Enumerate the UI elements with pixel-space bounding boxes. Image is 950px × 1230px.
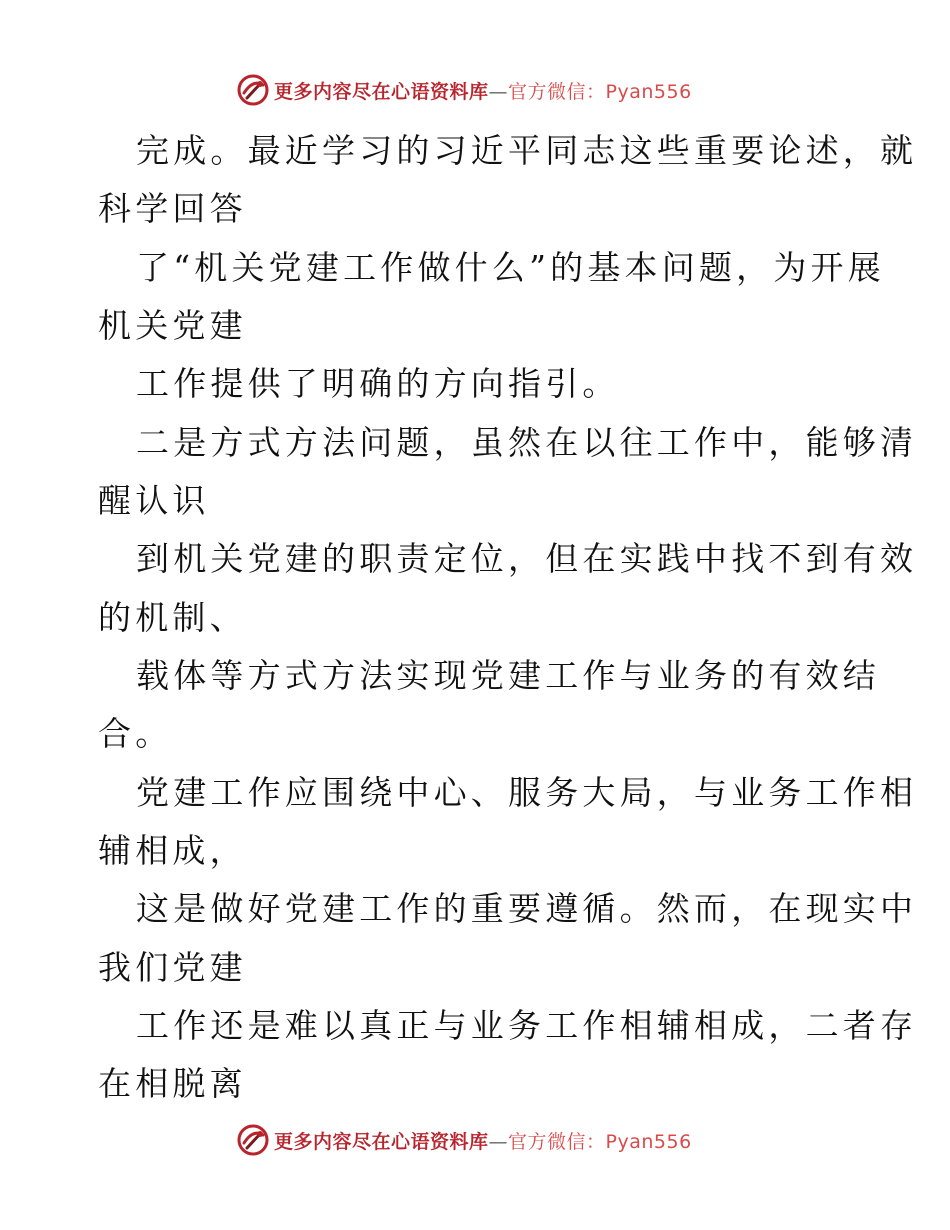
footer-banner-main: 更多内容尽在心语资料库 [274, 1130, 489, 1153]
text-line: 辅相成， [98, 831, 247, 870]
text-line: 二是方式方法问题，虽然在以往工作中，能够清 [136, 423, 918, 462]
header-banner-main: 更多内容尽在心语资料库 [274, 80, 489, 103]
text-line: 科学回答 [98, 189, 247, 228]
text-line: 的机制、 [98, 598, 247, 637]
text-line: 合。 [98, 714, 173, 753]
red-stamp-logo-icon [236, 73, 270, 107]
text-line: 醒认识 [98, 481, 210, 520]
header-banner-text [274, 77, 692, 104]
text-line: 完成。最近学习的习近平同志这些重要论述，就 [136, 131, 918, 170]
footer-banner-separator: — [488, 1130, 509, 1153]
text-line: 机关党建 [98, 306, 247, 345]
header-banner-wechat: 官方微信：Pyan556 [508, 80, 692, 103]
text-line: 工作还是难以真正与业务工作相辅相成，二者存 [136, 1006, 918, 1045]
text-line: 了“机关党建工作做什么”的基本问题，为开展 [136, 248, 885, 287]
header-banner-separator: — [488, 80, 509, 103]
text-line: 党建工作应围绕中心、服务大局，与业务工作相 [136, 773, 918, 812]
header-banner [236, 72, 756, 108]
text-line: 在相脱离 [98, 1064, 247, 1103]
text-line: 工作提供了明确的方向指引。 [136, 364, 620, 403]
text-line: 到机关党建的职责定位，但在实践中找不到有效 [136, 539, 918, 578]
footer-banner [236, 1122, 756, 1158]
footer-banner-text [274, 1127, 692, 1154]
text-line: 载体等方式方法实现党建工作与业务的有效结 [136, 656, 880, 695]
red-stamp-logo-icon [236, 1123, 270, 1157]
text-line: 我们党建 [98, 948, 247, 987]
footer-banner-wechat: 官方微信：Pyan556 [508, 1130, 692, 1153]
text-line: 这是做好党建工作的重要遵循。然而，在现实中 [136, 889, 918, 928]
